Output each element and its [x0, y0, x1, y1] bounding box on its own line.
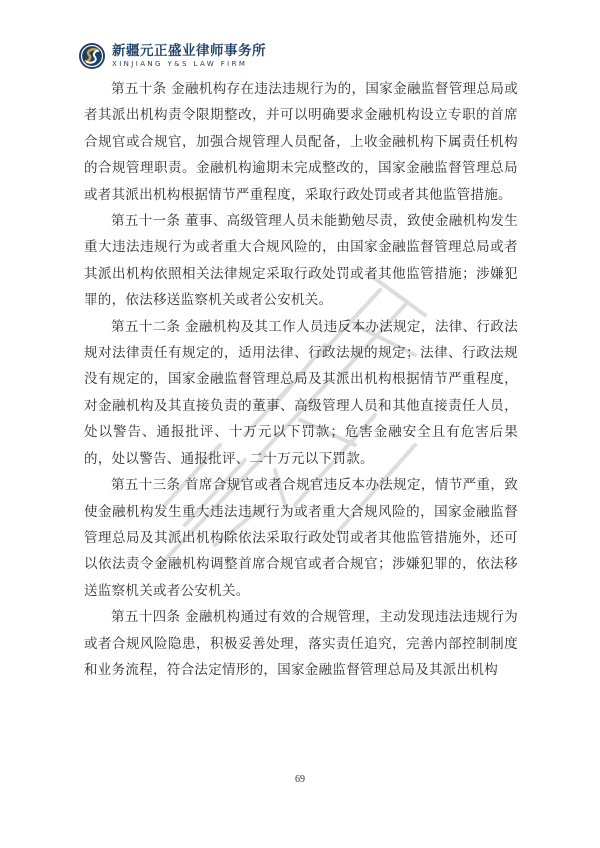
page-header	[78, 38, 266, 74]
page-number: 69	[295, 774, 305, 785]
document-body	[84, 76, 518, 683]
firm-logo-icon	[78, 42, 106, 70]
firm-name-cn: 新疆元正盛业律师事务所	[112, 43, 266, 59]
article-51: 第五十一条 董事、高级管理人员未能勤勉尽责，致使金融机构发生重大违法违规行为或者重大合规风险的，由国家金融监督管理总局或者其派出机构依照相关法律规定采取行政处罚或者其他监管措施；涉嫌犯罪的，依法移送监察机关或者公安机关。	[84, 213, 518, 309]
article-50: 第五十条 金融机构存在违法违规行为的，国家金融监督管理总局或者其派出机构责令限期整改，并可以明确要求金融机构设立专职的首席合规官或合规官，加强合规管理人员配备，上收金融机构下属责任机构的合规管理职责。金融机构逾期未完成整改的，国家金融监督管理总局或者其派出机构根据情节严重程度，采取行政处罚或者其他监管措施。	[84, 81, 518, 203]
article-53: 第五十三条 首席合规官或者合规官违反本办法规定，情节严重，致使金融机构发生重大违法违规行为或者重大合规风险的，国家金融监督管理总局及其派出机构除依法采取行政处罚或者其他监管措施外，还可以依法责令金融机构调整首席合规官或者合规官；涉嫌犯罪的，依法移送监察机关或者公安机关。	[84, 477, 518, 599]
firm-brand	[112, 43, 266, 69]
article-52: 第五十二条 金融机构及其工作人员违反本办法规定，法律、行政法规对法律责任有规定的，适用法律、行政法规的规定；法律、行政法规没有规定的，国家金融监督管理总局及其派出机构根据情节严重程度，对金融机构及其直接负责的董事、高级管理人员和其他直接责任人员，处以警告、通报批评、十万元以下罚款；危害金融安全且有危害后果的，处以警告、通报批评、二十万元以下罚款。	[84, 318, 518, 467]
firm-name-en: XINJIANG Y&S LAW FIRM	[112, 60, 248, 68]
article-54: 第五十四条 金融机构通过有效的合规管理，主动发现违法违规行为或者合规风险隐患，积极妥善处理，落实责任追究，完善内部控制制度和业务流程，符合法定情形的，国家金融监督管理总局及其派出机构	[84, 609, 518, 678]
